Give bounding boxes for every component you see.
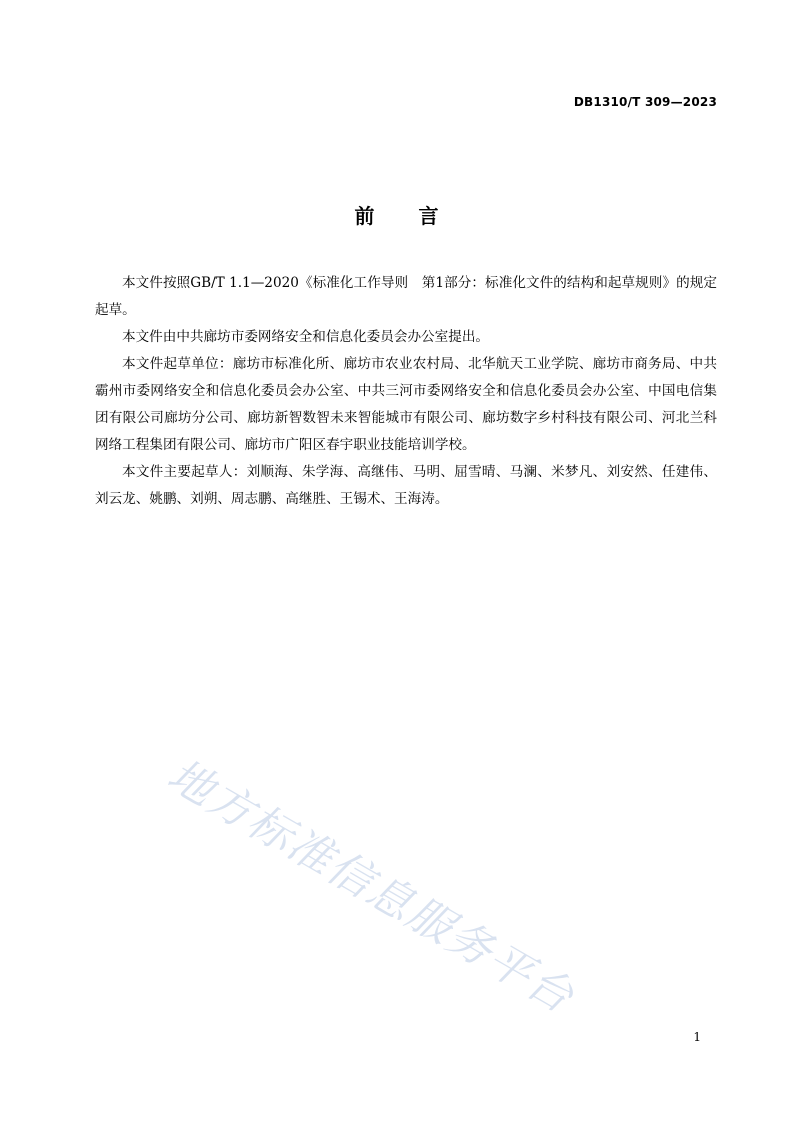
paragraph-drafters: 本文件主要起草人：刘顺海、朱学海、高继伟、马明、屈雪晴、马澜、米梦凡、刘安然、任建伟、刘云龙、姚鹏、刘朔、周志鹏、高继胜、王锡术、王海涛。 [95, 464, 717, 507]
document-code: DB1310/T 309—2023 [573, 95, 717, 109]
foreword-body [95, 270, 717, 513]
title-char-2: 言 [418, 204, 439, 228]
paragraph-proposer: 本文件由中共廊坊市委网络安全和信息化委员会办公室提出。 [122, 329, 490, 345]
title-char-1: 前 [354, 204, 375, 228]
paragraph-drafting-units: 本文件起草单位：廊坊市标准化所、廊坊市农业农村局、北华航天工业学院、廊坊市商务局、中共霸州市委网络安全和信息化委员会办公室、中共三河市委网络安全和信息化委员会办公室、中国电信集团有限公司廊坊分公司、廊坊新智数智未来智能城市有限公司、廊坊数字乡村科技有限公司、河北兰科网络工程集团有限公司、廊坊市广阳区春宇职业技能培训学校。 [95, 356, 717, 453]
watermark: 地方标准信息服务平台 [159, 749, 583, 1024]
page-title [0, 200, 793, 229]
paragraph-drafting-basis: 本文件按照GB/T 1.1—2020《标准化工作导则 第1部分：标准化文件的结构和起草规则》的规定起草。 [95, 275, 717, 318]
page-number: 1 [693, 1030, 701, 1044]
